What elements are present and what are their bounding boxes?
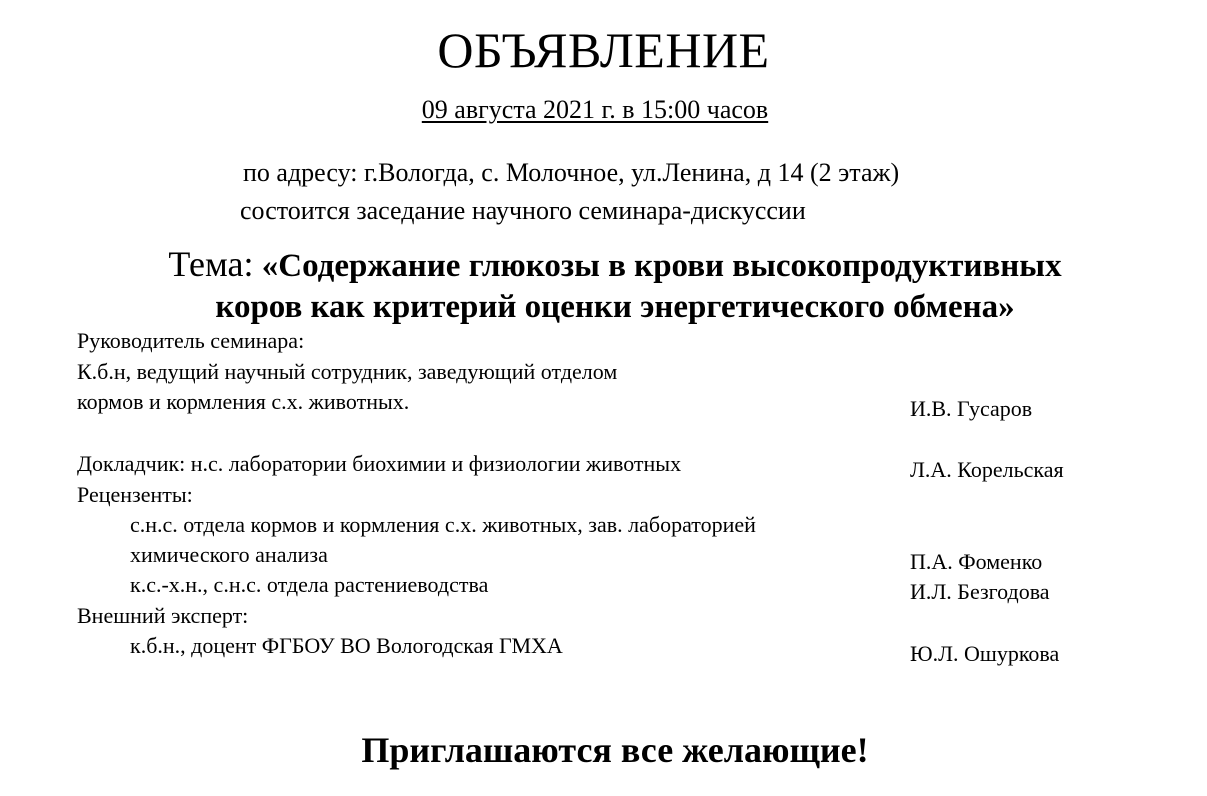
reviewer-1-role-line-1: с.н.с. отдела кормов и кормления с.х. животных, зав. лабораторией xyxy=(130,512,756,537)
reviewer-1-role-line-2: химического анализа xyxy=(130,542,328,567)
reviewer-2-name: И.Л. Безгодова xyxy=(910,579,1050,604)
date-text: 09 августа 2021 г. в 15:00 часов xyxy=(421,95,769,124)
announcement-title: ОБЪЯВЛЕНИЕ xyxy=(437,22,770,78)
date-line xyxy=(0,94,1190,126)
topic-line-2 xyxy=(0,287,1207,327)
topic-prefix: Тема: xyxy=(168,244,254,284)
event-line: состоится заседание научного семинара-дискуссии xyxy=(240,196,806,225)
expert-role: к.б.н., доцент ФГБОУ ВО Вологодская ГМХА xyxy=(130,633,563,658)
expert-heading: Внешний эксперт: xyxy=(77,603,249,628)
leader-role-line-1: К.б.н, ведущий научный сотрудник, заведующий отделом xyxy=(77,359,618,384)
address-line: по адресу: г.Вологда, с. Молочное, ул.Ленина, д 14 (2 этаж) xyxy=(243,158,900,187)
leader-heading: Руководитель семинара: xyxy=(77,328,305,353)
topic-line-1 xyxy=(0,244,1207,286)
reviewer-2-role: к.с.-х.н., с.н.с. отдела растениеводства xyxy=(130,572,489,597)
speaker-name: Л.А. Корельская xyxy=(910,457,1064,482)
expert-name: Ю.Л. Ошуркова xyxy=(910,641,1060,666)
closing-invitation: Приглашаются все желающие! xyxy=(361,730,869,770)
reviewers-heading: Рецензенты: xyxy=(77,482,193,507)
topic-title-part-2: коров как критерий оценки энергетического обмена» xyxy=(215,289,1015,325)
leader-role-line-2: кормов и кормления с.х. животных. xyxy=(77,389,410,414)
speaker-role: Докладчик: н.с. лаборатории биохимии и физиологии животных xyxy=(77,451,682,476)
reviewer-1-name: П.А. Фоменко xyxy=(910,549,1043,574)
leader-name: И.В. Гусаров xyxy=(910,396,1033,421)
topic-title-part-1: «Содержание глюкозы в крови высокопродуктивных xyxy=(261,248,1062,284)
